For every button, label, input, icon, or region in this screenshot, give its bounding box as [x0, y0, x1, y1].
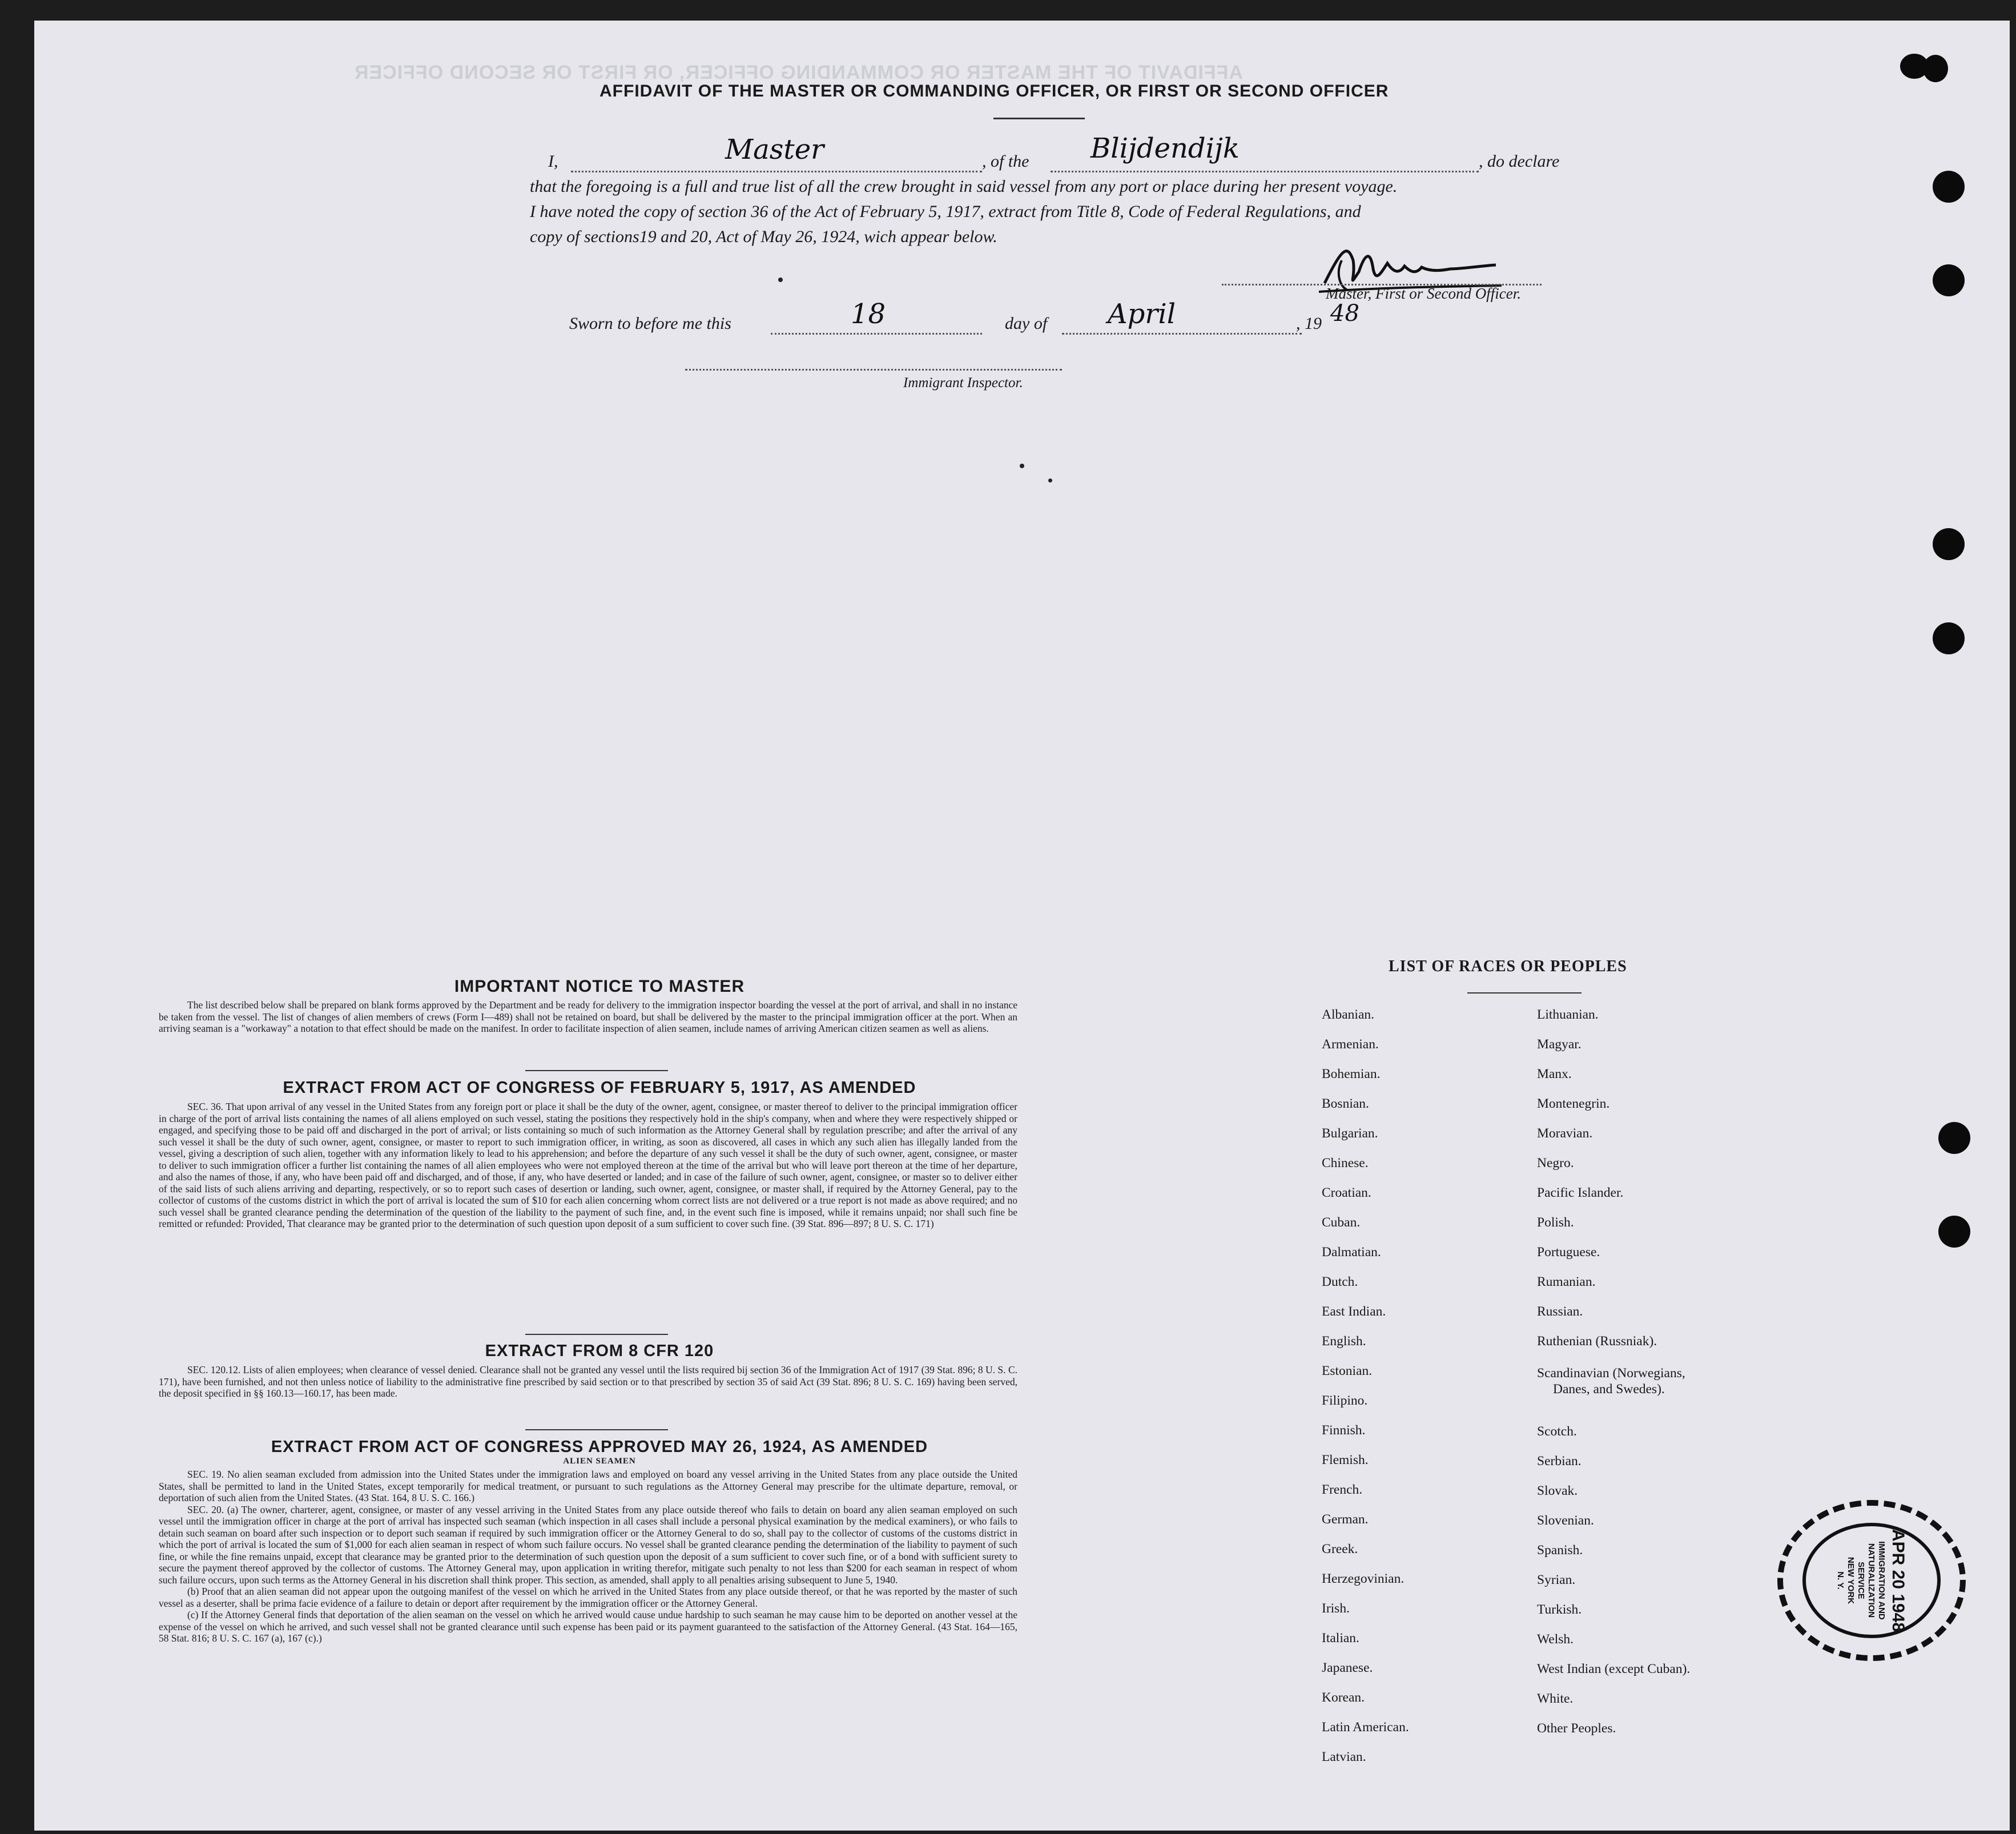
extract-1924-title: EXTRACT FROM ACT OF CONGRESS APPROVED MAY 26, 1924, AS AMENDED	[271, 1438, 928, 1456]
section-rule	[525, 1334, 668, 1335]
race-item: Polish.	[1537, 1215, 1574, 1230]
sworn-year-handwritten: 48	[1330, 300, 1359, 327]
signature-caption: Master, First or Second Officer.	[1326, 285, 1521, 302]
race-item: Korean.	[1322, 1690, 1365, 1705]
document-page	[34, 21, 2010, 1831]
sworn-prefix: Sworn to before me this	[569, 314, 731, 333]
race-item: Serbian.	[1537, 1454, 1582, 1469]
race-item: Syrian.	[1537, 1572, 1576, 1587]
extract-1924-text	[159, 1469, 1017, 1644]
race-item: Bohemian.	[1322, 1067, 1381, 1081]
affidavit-line-4: copy of sections19 and 20, Act of May 26, 1924, wich appear below.	[530, 227, 997, 246]
immigration-date-stamp	[1774, 1498, 1969, 1663]
race-item: German.	[1322, 1512, 1369, 1527]
extract-1924-subtitle: ALIEN SEAMEN	[563, 1457, 636, 1466]
race-item: Estonian.	[1322, 1364, 1373, 1378]
race-item: Albanian.	[1322, 1007, 1375, 1022]
race-item: Dutch.	[1322, 1274, 1358, 1289]
sworn-month-handwritten: April	[1108, 298, 1176, 330]
stamp-line: NATURALIZATION	[1866, 1543, 1876, 1618]
race-item: Montenegrin.	[1537, 1096, 1610, 1111]
extract-1924-paragraph: SEC. 20. (a) The owner, charterer, agent, consignee, or master of any vessel arriving in the United States from any place outside thereof who fails to detain on board any alien seaman employed on such vessel until the immigration officer in charge at the port of arrival has inspected such seaman (which inspection in all cases shall include a personal physical examination by the medical examiners), or who fails to detain such seaman on board after such inspection or to deport such seaman if required by such immigration officer or the Attorney General to do so, shall pay to the collector of customs of the customs district in which the port of arrival is located the sum of $1,000 for each alien seaman in respect of whom such failure occurs. No vessel shall be granted clearance pending the determination of the liability to payment of such fine, or while the fine remains unpaid, except that clearance may be granted prior to the determination of such question upon the deposit of a sum sufficient to cover such fine, or of a bond with sufficient surety to secure the payment thereof approved by the collector of customs. The Attorney General may, upon application in writing therefor, mitigate such penalty to not less than $200 for each seaman in respect of whom such failure occurs, upon such terms as the Attorney General in his discretion shall think proper. This section, as amended, shall apply to all penalties arising subsequent to June 5, 1940.	[159, 1503, 1017, 1586]
notice-text: The list described below shall be prepared on blank forms approved by the Department and be ready for delivery to the immigration inspector boarding the vessel at the port of arrival, and shall in no instance be taken from the vessel. The list of changes of alien members of crews (Form I—489) shall not be retained on board, but shall be delivered by the master to the principal immigration officer at the port. When an arriving seaman is a "workaway" a notation to that effect should be made on the manifest. In order to facilitate inspection of alien seamen, include names of arriving American citizen seamen as well as aliens.	[159, 999, 1017, 1034]
race-item: Chinese.	[1322, 1156, 1369, 1171]
punch-hole	[1923, 55, 1948, 82]
stamp-line: NEW YORK	[1846, 1557, 1856, 1604]
sworn-day-handwritten: 18	[851, 298, 886, 330]
race-item: Cuban.	[1322, 1215, 1361, 1230]
extract-1924-paragraph: (c) If the Attorney General finds that deportation of the alien seaman on the vessel on which he arrived would cause undue hardship to such seaman he may cause him to be deported on another vessel at the expense of the vessel on which he arrived, and such vessel shall not be granted clearance until such expense has been paid or its payment guaranteed to the satisfaction of the Attorney General. (43 Stat. 164—165, 58 Stat. 816; 8 U. S. C. 167 (a), 167 (c).)	[159, 1609, 1017, 1644]
race-item: Pacific Islander.	[1537, 1185, 1624, 1200]
race-item: Danes, and Swedes).	[1553, 1382, 1665, 1397]
extract-1924-paragraph: SEC. 19. No alien seaman excluded from admission into the United States under the immigration laws and employed on board any vessel arriving in the United States from any place outside the United States, shall be permitted to land in the United States, except temporarily for medical treatment, or pursuant to such regulations as the Attorney General may prescribe for the ultimate departure, removal, or deportation of such alien from the United States. (43 Stat. 164, 8 U. S. C. 166.)	[159, 1469, 1017, 1503]
vessel-field-line	[1051, 171, 1479, 172]
race-item: Spanish.	[1537, 1543, 1583, 1558]
race-item: Slovenian.	[1537, 1513, 1594, 1528]
race-item: Bulgarian.	[1322, 1126, 1378, 1141]
race-item: Croatian.	[1322, 1185, 1371, 1200]
race-item: Italian.	[1322, 1631, 1359, 1646]
punch-hole	[1933, 622, 1965, 654]
sworn-day-line	[771, 333, 982, 335]
sworn-day-of: day of	[1005, 314, 1048, 333]
notice-title: IMPORTANT NOTICE TO MASTER	[454, 977, 745, 996]
affidavit-do-declare: , do declare	[1479, 152, 1560, 171]
ink-speck	[1048, 478, 1052, 482]
extract-1917-title: EXTRACT FROM ACT OF CONGRESS OF FEBRUARY 5, 1917, AS AMENDED	[283, 1079, 916, 1097]
race-item: Manx.	[1537, 1067, 1572, 1081]
race-item: Welsh.	[1537, 1632, 1574, 1647]
race-item: Scotch.	[1537, 1424, 1577, 1439]
master-field-line	[571, 171, 982, 172]
race-item: Ruthenian (Russniak).	[1537, 1334, 1657, 1349]
ink-speck	[1020, 464, 1024, 468]
race-item: White.	[1537, 1691, 1574, 1706]
race-item: Slovak.	[1537, 1483, 1578, 1498]
master-handwritten: Master	[725, 134, 824, 166]
race-item: Dalmatian.	[1322, 1245, 1381, 1260]
inspector-caption: Immigrant Inspector.	[903, 375, 1023, 391]
race-item: English.	[1322, 1334, 1366, 1349]
title-rule	[993, 118, 1085, 119]
affidavit-title: AFFIDAVIT OF THE MASTER OR COMMANDING OFFICER, OR FIRST OR SECOND OFFICER	[599, 82, 1389, 100]
race-item: Armenian.	[1322, 1037, 1379, 1052]
extract-cfr-text: SEC. 120.12. Lists of alien employees; when clearance of vessel denied. Clearance shall not be granted any vessel until the lists required bij section 36 of the Immigration Act of 1917 (39 Stat. 896; 8 U. S. C. 171), have been furnished, and not then unless notice of liability to the administrative fine prescribed by said section or to that prescribed by section 35 of said Act (39 Stat. 896; 8 U. S. C. 169) having been served, the deposit specified in §§ 160.13—160.17, has been made.	[159, 1364, 1017, 1399]
stamp-line: IMMIGRATION AND	[1877, 1541, 1886, 1620]
race-item: Latin American.	[1322, 1720, 1409, 1735]
extract-1917-text: SEC. 36. That upon arrival of any vessel in the United States from any foreign port or place it shall be the duty of the owner, agent, consignee, or master thereof to deliver to the principal immigration officer in charge of the port of arrival lists containing the names of all aliens employed on such vessel, stating the positions they respectively hold in the ship's company, when and where they were respectively shipped or engaged, and specifying those to be paid off and discharged in the port of arrival; or lists containing so much of such information as the Attorney General shall by regulation prescribe; and after the arrival of any such vessel it shall be the duty of such owner, agent, consignee, or master to report to such immigration officer, in writing, as soon as discovered, all cases in which any such alien has illegally landed from the vessel, giving a description of such alien, together with any information likely to lead to his apprehension; and before the departure of any such vessel it shall be the duty of such owner, agent, consignee, or master to deliver to such immigration officer a further list containing the names of all alien employees who were not employed thereon at the time of the arrival but who will leave port thereon at the time of her departure, and also the names of those, if any, who have been paid off and discharged, and of those, if any, who have deserted or landed; and in case of the failure of such owner, agent, consignee, or master so to deliver either of the said lists of such aliens arriving and departing, respectively, or so to report such cases of desertion or landing, such owner, agent, consignee, or master shall, if required by the Attorney General, pay to the collector of customs of the customs district in which the port of arrival is located the sum of $10 for each alien concerning whom correct lists are not delivered or a true report is not made as above required; and no such vessel shall be granted clearance pending the determination of the question of the liability to the payment of such fine, and, in the event such fine is imposed, while it remains unpaid; nor shall such fine be remitted or refunded: Provided, That clearance may be granted prior to the determination of such question upon deposit of a sum sufficient to cover such fine. (39 Stat. 896—897; 8 U. S. C. 171)	[159, 1101, 1017, 1229]
affidavit-line-2: that the foregoing is a full and true list of all the crew brought in said vessel from any port or place during her present voyage.	[530, 177, 1398, 196]
race-item: Lithuanian.	[1537, 1007, 1599, 1022]
affidavit-of-the: , of the	[982, 152, 1029, 171]
punch-hole	[1933, 528, 1965, 560]
race-item: Negro.	[1537, 1156, 1574, 1171]
race-item: Filipino.	[1322, 1393, 1368, 1408]
race-item: Magyar.	[1537, 1037, 1582, 1052]
section-rule	[525, 1429, 668, 1430]
race-item: Japanese.	[1322, 1660, 1373, 1675]
race-item: Latvian.	[1322, 1749, 1366, 1764]
race-item: Herzegovinian.	[1322, 1571, 1405, 1586]
races-title-rule	[1467, 992, 1582, 994]
stamp-line: SERVICE	[1856, 1562, 1866, 1599]
affidavit-line-3: I have noted the copy of section 36 of the Act of February 5, 1917, extract from Title 8, Code of Federal Regulations, and	[530, 202, 1361, 221]
stamp-seal	[1774, 1498, 1969, 1663]
stamp-line: N. Y.	[1836, 1571, 1845, 1590]
race-item: East Indian.	[1322, 1304, 1386, 1319]
punch-hole	[1938, 1216, 1970, 1248]
section-rule	[525, 1070, 668, 1071]
stamp-date: APR 20 1948	[1889, 1529, 1908, 1632]
races-title: LIST OF RACES OR PEOPLES	[1389, 958, 1627, 975]
vessel-handwritten: Blijdendijk	[1091, 132, 1240, 164]
race-item: French.	[1322, 1482, 1363, 1497]
race-item: West Indian (except Cuban).	[1537, 1662, 1691, 1676]
race-item: Flemish.	[1322, 1453, 1369, 1467]
extract-cfr-title: EXTRACT FROM 8 CFR 120	[485, 1342, 714, 1360]
extract-1924-paragraph: (b) Proof that an alien seaman did not appear upon the outgoing manifest of the vessel on which he arrived in the United States from any place outside thereof, or that he was reported by the master of such vessel as a deserter, shall be prima facie evidence of a failure to detain or deport after requirement by the immigration officer or the Attorney General.	[159, 1586, 1017, 1609]
race-item: Greek.	[1322, 1542, 1358, 1557]
affidavit-line-1: I,	[548, 152, 558, 171]
ink-speck	[778, 277, 783, 282]
punch-hole	[1933, 171, 1965, 203]
race-item: Bosnian.	[1322, 1096, 1369, 1111]
sworn-year-prefix: , 19	[1296, 314, 1322, 333]
sworn-month-line	[1062, 333, 1302, 335]
punch-hole	[1938, 1122, 1970, 1154]
race-item: Moravian.	[1537, 1126, 1593, 1141]
race-item: Turkish.	[1537, 1602, 1582, 1617]
punch-hole	[1933, 264, 1965, 296]
race-item: Other Peoples.	[1537, 1721, 1616, 1736]
race-item: Portuguese.	[1537, 1245, 1600, 1260]
race-item: Rumanian.	[1537, 1274, 1596, 1289]
race-item: Scandinavian (Norwegians,	[1537, 1366, 1685, 1381]
race-item: Irish.	[1322, 1601, 1350, 1616]
race-item: Russian.	[1537, 1304, 1583, 1319]
bleed-through-text: AFFIDAVIT OF THE MASTER OR COMMANDING OFFICER, OR FIRST OR SECOND OFFICER	[354, 62, 1243, 83]
race-item: Finnish.	[1322, 1423, 1366, 1438]
